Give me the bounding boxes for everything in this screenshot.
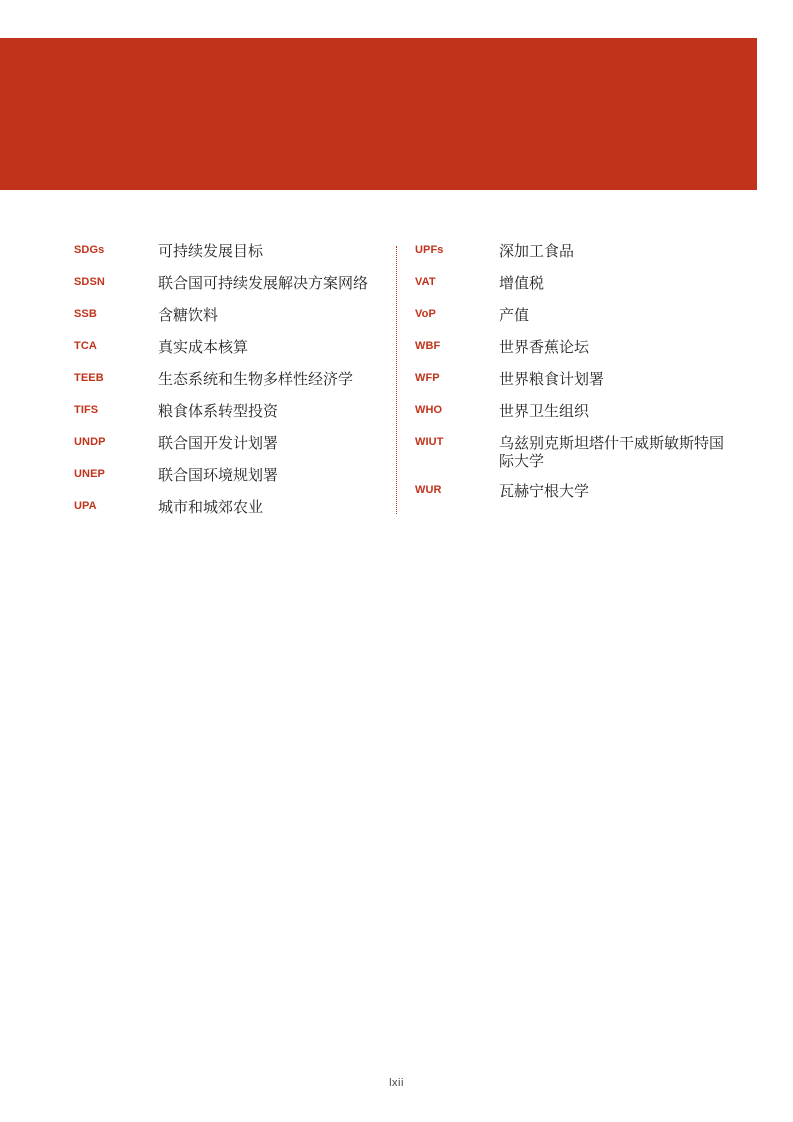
glossary-row [415,432,735,470]
glossary-row [74,464,389,486]
glossary-term: 含糖饮料 [158,306,219,324]
glossary-row [74,240,389,262]
glossary-term: 产值 [499,306,530,324]
glossary-row [74,400,389,422]
glossary-abbreviation: SSB [74,308,97,320]
glossary-abbreviation: VoP [415,308,436,320]
glossary-row [415,368,735,390]
glossary-column-right [415,240,735,512]
glossary-abbreviation: TIFS [74,404,99,416]
glossary-row [415,304,735,326]
glossary-term: 世界香蕉论坛 [499,338,590,356]
glossary-term: 生态系统和生物多样性经济学 [158,370,354,388]
glossary-abbreviation: UPFs [415,244,444,256]
glossary-abbreviation: TEEB [74,372,104,384]
glossary-term: 世界粮食计划署 [499,370,605,388]
glossary-row [415,272,735,294]
glossary-abbreviation: UPA [74,500,97,512]
glossary-abbreviation: WFP [415,372,440,384]
glossary-abbreviation: WIUT [415,436,444,448]
glossary-abbreviation: WBF [415,340,441,352]
glossary-row [74,272,389,294]
glossary-term: 深加工食品 [499,242,575,260]
glossary-abbreviation: VAT [415,276,436,288]
glossary-term: 真实成本核算 [158,338,249,356]
glossary-row [415,480,735,502]
glossary-row [74,496,389,518]
glossary-term: 联合国可持续发展解决方案网络 [158,274,369,292]
glossary-term: 粮食体系转型投资 [158,402,279,420]
glossary-row [74,304,389,326]
glossary-row [415,240,735,262]
glossary-abbreviation: SDSN [74,276,105,288]
glossary-row [74,432,389,454]
glossary-abbreviation: WHO [415,404,443,416]
glossary-abbreviation: TCA [74,340,97,352]
glossary-term: 乌兹别克斯坦塔什干威斯敏斯特国际大学 [499,434,725,470]
glossary-row [415,336,735,358]
glossary-row [415,400,735,422]
glossary-abbreviation: UNDP [74,436,106,448]
glossary-row [74,336,389,358]
glossary-row [74,368,389,390]
glossary-term: 增值税 [499,274,545,292]
column-divider [396,246,397,514]
page-number: lxii [389,1077,404,1089]
glossary-term: 世界卫生组织 [499,402,590,420]
header-banner [0,38,757,190]
glossary-column-left [74,240,389,528]
glossary-term: 瓦赫宁根大学 [499,482,590,500]
glossary-abbreviation: WUR [415,484,442,496]
glossary-term: 联合国环境规划署 [158,466,279,484]
glossary-abbreviation: UNEP [74,468,105,480]
glossary-term: 可持续发展目标 [158,242,264,260]
glossary-term: 城市和城郊农业 [158,498,264,516]
glossary-abbreviation: SDGs [74,244,105,256]
glossary-term: 联合国开发计划署 [158,434,279,452]
